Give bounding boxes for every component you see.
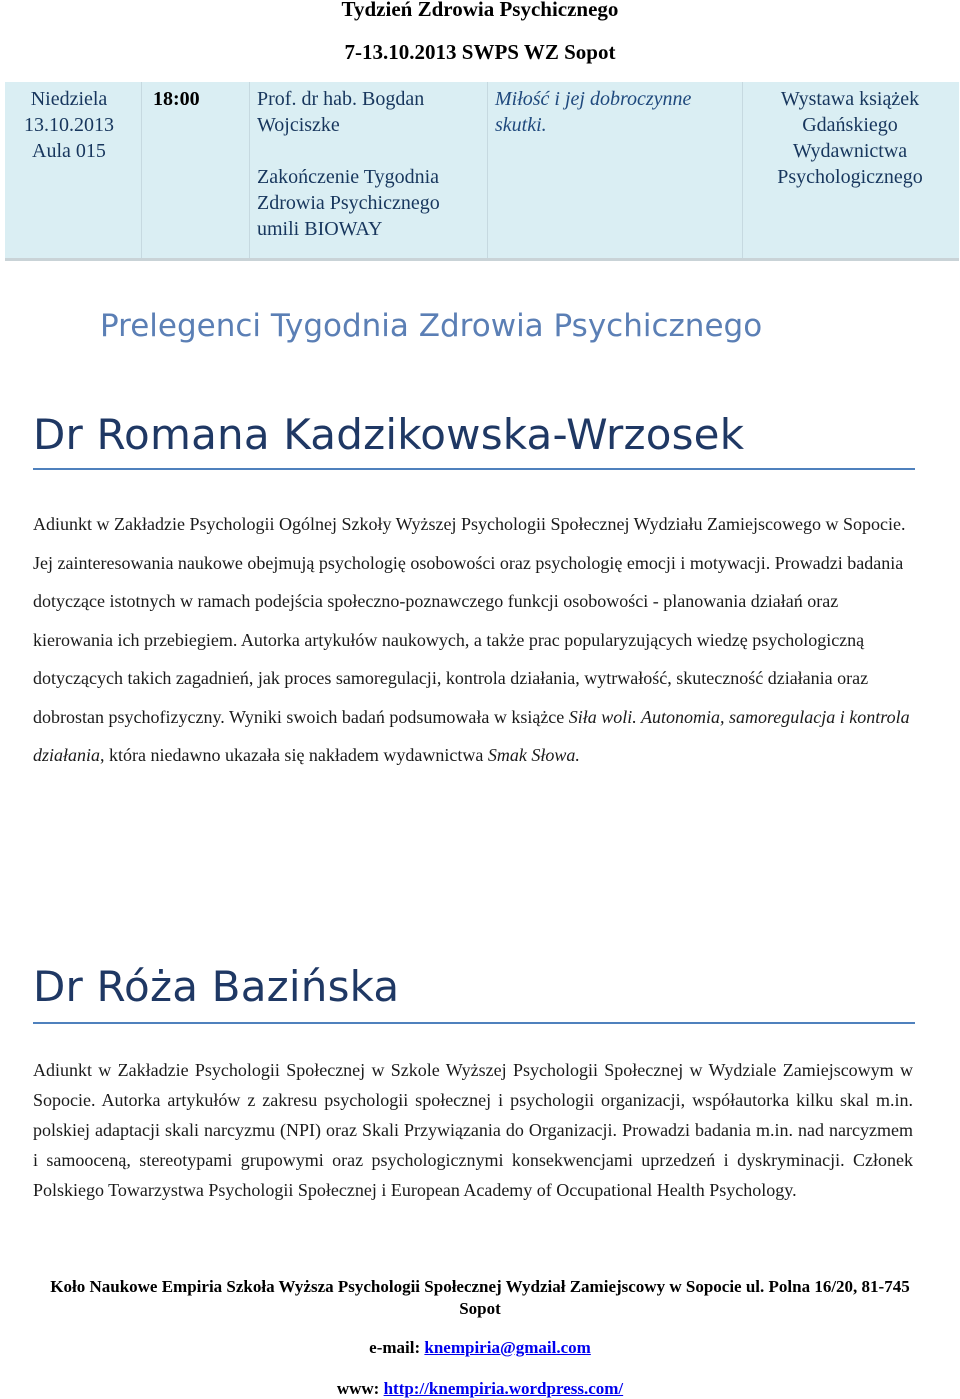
speaker1-divider <box>33 468 915 470</box>
speaker1-publisher: Smak Słowa. <box>487 745 580 765</box>
schedule-date: 13.10.2013 <box>24 114 114 136</box>
schedule-speaker-cell <box>257 86 497 242</box>
column-divider <box>249 82 250 258</box>
document-subtitle: 7-13.10.2013 SWPS WZ Sopot <box>344 40 616 64</box>
speakers-section-title: Prelegenci Tygodnia Zdrowia Psychicznego <box>100 308 763 344</box>
schedule-speaker-line: Prof. dr hab. Bogdan <box>257 88 425 110</box>
schedule-note-line: Wystawa książek <box>780 88 920 110</box>
speaker1-name: Dr Romana Kadzikowska-Wrzosek <box>33 410 745 459</box>
speaker1-book-title: Siła woli. Autonomia, samoregulacja i kontrola działania <box>33 706 910 765</box>
footer-email-link[interactable]: knempiria@gmail.com <box>424 1338 591 1357</box>
schedule-topic-line: skutki. <box>495 114 547 136</box>
speaker1-bio-text-2: , która niedawno ukazała się nakładem wydawnictwa <box>100 745 484 765</box>
speaker2-bio: Adiunkt w Zakładzie Psychologii Społecznej w Szkole Wyższej Psychologii Społecznej w Wydziale Zamiejscowym w Sopocie. Autorka artykułów z zakresu psychologii społecznej i psychologii organizacji, współautorka kilku skal m.in. polskiej adaptacji skali narcyzmu (NPI) oraz Skali Przywiązania do Organizacji. Prowadzi badania m.in. nad narcyzmem i samooceną, stereotypami grupowymi oraz psychologicznymi konsekwencjami uprzedzeń i dyskryminacji. Członek Polskiego Towarzystwa Psychologii Społecznej i European Academy of Occupational Health Psychology. <box>33 1060 913 1200</box>
schedule-closing-line: Zdrowia Psychicznego <box>257 192 440 214</box>
schedule-note-cell <box>750 86 950 190</box>
schedule-time: 18:00 <box>153 88 200 110</box>
footer-www-link[interactable]: http://knempiria.wordpress.com/ <box>383 1379 624 1398</box>
schedule-closing-line: umili BIOWAY <box>257 218 383 240</box>
column-divider <box>742 82 743 258</box>
footer-email-line <box>0 1338 960 1358</box>
schedule-speaker-line: Wojciszke <box>257 114 340 136</box>
schedule-table-row <box>5 82 959 261</box>
schedule-topic-line: Miłość i jej dobroczynne <box>495 88 692 110</box>
schedule-note-line: Gdańskiego <box>802 114 898 136</box>
footer-organization: Koło Naukowe Empiria Szkoła Wyższa Psychologii Społecznej Wydział Zamiejscowy w Sopocie ul. Polna 16/20, 81-745 Sopot <box>50 1277 910 1318</box>
document-title: Tydzień Zdrowia Psychicznego <box>341 0 619 21</box>
speaker1-bio <box>33 505 913 775</box>
schedule-closing-line: Zakończenie Tygodnia <box>257 166 440 188</box>
footer-www-label: www: <box>336 1379 380 1398</box>
schedule-day-cell <box>5 86 133 164</box>
schedule-note-line: Wydawnictwa <box>792 140 908 162</box>
schedule-note-line: Psychologicznego <box>777 166 923 188</box>
speaker2-name: Dr Róża Bazińska <box>33 962 400 1011</box>
column-divider <box>141 82 142 258</box>
footer-www-line <box>0 1379 960 1399</box>
speaker2-divider <box>33 1022 915 1024</box>
schedule-room: Aula 015 <box>32 140 106 162</box>
schedule-topic-cell <box>495 86 735 138</box>
footer-email-label: e-mail: <box>369 1338 421 1357</box>
speaker1-bio-text: Adiunkt w Zakładzie Psychologii Ogólnej Szkoły Wyższej Psychologii Społecznej Wydziału Zamiejscowego w Sopocie. Jej zainteresowania naukowe obejmują psychologię osobowości oraz psychologię emocji i motywacji. Prowadzi badania dotyczące istotnych w ramach podejścia społeczno-poznawczego funkcji osobowości - planowania działań oraz kierowania ich przebiegiem. Autorka artykułów naukowych, a także prac popularyzujących wiedzę psychologiczną dotyczących takich zagadnień, jak proces samoregulacji, kontrola działania, wytrwałość, skuteczność działania oraz dobrostan psychofizyczny. Wyniki swoich badań podsumowała w książce <box>33 514 906 727</box>
schedule-day: Niedziela <box>30 88 108 110</box>
